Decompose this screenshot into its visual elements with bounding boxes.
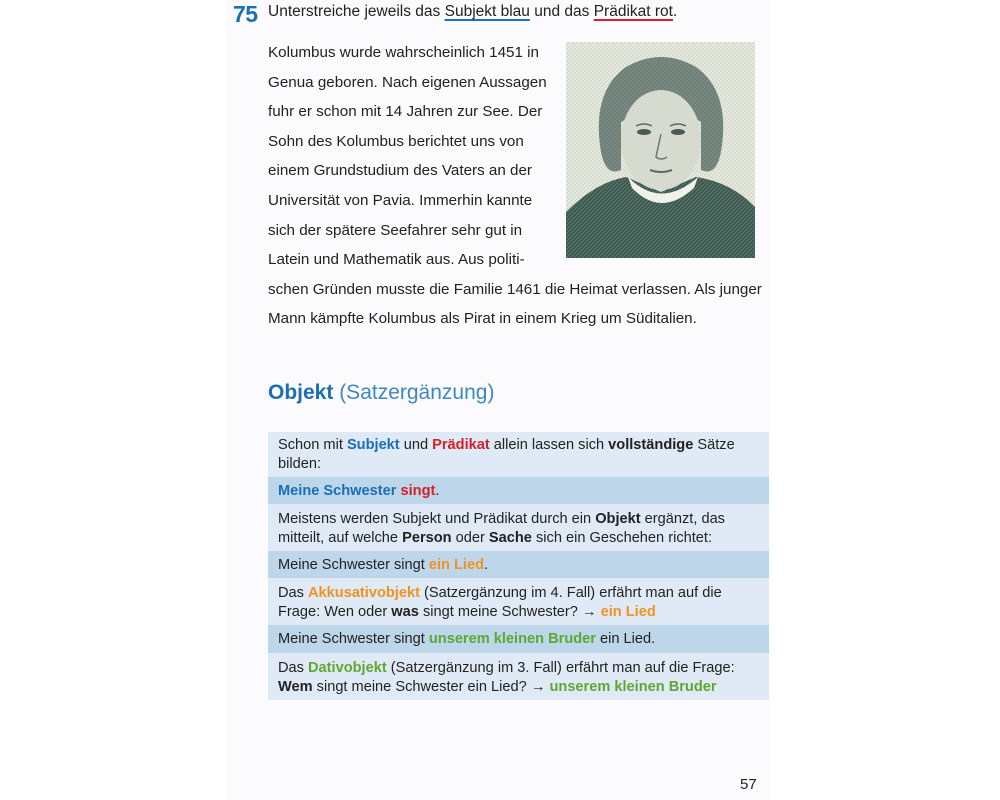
rule-text: sich ein Geschehen richtet:: [531, 529, 713, 546]
story-line: Mann kämpfte Kolumbus als Pirat in einem Krieg um Süditalien.: [268, 310, 697, 328]
story-line: einem Grundstudium des Vaters an der: [268, 162, 532, 180]
example-dativobjekt: unserem kleinen Bruder: [428, 631, 596, 647]
story-line: Sohn des Kolumbus berichtet uns von: [268, 132, 524, 150]
term-vollstaendige: vollständige: [608, 437, 694, 453]
term-akkusativobjekt: Akkusativobjekt: [308, 585, 420, 601]
term-subjekt: Subjekt: [346, 437, 400, 453]
rule-row-dativobjekt: [268, 653, 769, 700]
term-praedikat: Prädikat: [432, 437, 490, 453]
example-akkusativobjekt: ein Lied: [428, 557, 485, 573]
rule-text: Schon mit: [278, 437, 347, 453]
section-title: [268, 381, 494, 405]
rule-text: (Satzergänzung im 4. Fall) erfährt man auf die Frage: Wen oder: [278, 585, 722, 620]
answer-akkusativ: ein Lied: [600, 603, 656, 620]
rule-text: ein Lied.: [595, 631, 656, 647]
rule-text: Das: [278, 660, 309, 676]
story-line: Universität von Pavia. Immerhin kannte: [268, 191, 533, 209]
story-line: Genua geboren. Nach eigenen Aussagen: [268, 73, 547, 91]
rule-text: Das: [278, 585, 309, 601]
example-row-dativ: [268, 625, 769, 653]
exercise-instruction: [268, 3, 677, 21]
columbus-portrait-image: [566, 42, 755, 258]
term-was: was: [391, 603, 419, 620]
rule-text: singt meine Schwester? →: [418, 603, 601, 620]
rule-text: Sätze bilden:: [278, 437, 735, 472]
rule-row-intro: [268, 432, 769, 477]
instruction-text: und das: [529, 3, 594, 20]
term-sache: Sache: [488, 529, 532, 546]
term-wem: Wem: [278, 678, 313, 695]
rule-text: Meine Schwester singt: [278, 631, 429, 647]
example-row-subject-predicate: [268, 477, 769, 504]
story-line: Kolumbus wurde wahrscheinlich 1451 in: [268, 44, 539, 61]
rule-text: und: [399, 437, 433, 453]
instruction-text: .: [672, 3, 678, 20]
rule-text: .: [435, 483, 440, 499]
rule-text: Meine Schwester singt: [278, 557, 429, 573]
rule-text: Meistens werden Subjekt und Prädikat durch ein: [278, 511, 596, 527]
predicate-red-underlined: Prädikat rot: [593, 3, 673, 20]
rule-text: singt meine Schwester ein Lied? →: [312, 678, 550, 695]
rule-text: ergänzt, das mitteilt, auf welche: [278, 511, 725, 546]
answer-dativ: unserem kleinen Bruder: [549, 678, 717, 695]
exercise-number: 75: [233, 1, 258, 27]
rule-text: .: [484, 557, 489, 573]
term-objekt: Objekt: [595, 511, 641, 527]
term-dativobjekt: Dativobjekt: [308, 660, 387, 676]
story-line: sich der spätere Seefahrer sehr gut in: [268, 221, 523, 239]
section-title-main: Objekt: [268, 381, 334, 404]
example-subject: Meine Schwester: [278, 483, 397, 499]
rule-text: (Satzergänzung im 3. Fall) erfährt man auf die Frage:: [386, 660, 735, 676]
rule-row-akkusativobjekt: [268, 578, 769, 625]
section-title-subtitle: (Satzergänzung): [333, 381, 495, 404]
rule-text: allein lassen sich: [489, 437, 609, 453]
term-person: Person: [402, 529, 452, 546]
grammar-rule-box: [268, 432, 769, 700]
story-line: fuhr er schon mit 14 Jahren zur See. Der: [268, 103, 543, 121]
rule-row-objekt: [268, 504, 769, 551]
rule-text: oder: [451, 529, 489, 546]
page-number: 57: [740, 776, 757, 793]
story-line: Latein und Mathematik aus. Aus politi-: [268, 251, 525, 269]
instruction-text: Unterstreiche jeweils das: [268, 3, 445, 20]
example-row-akkusativ: [268, 551, 769, 578]
example-predicate: singt: [400, 483, 436, 499]
subject-blue-underlined: Subjekt blau: [444, 3, 530, 20]
story-line: schen Gründen musste die Familie 1461 die Heimat verlassen. Als junger: [268, 280, 762, 298]
